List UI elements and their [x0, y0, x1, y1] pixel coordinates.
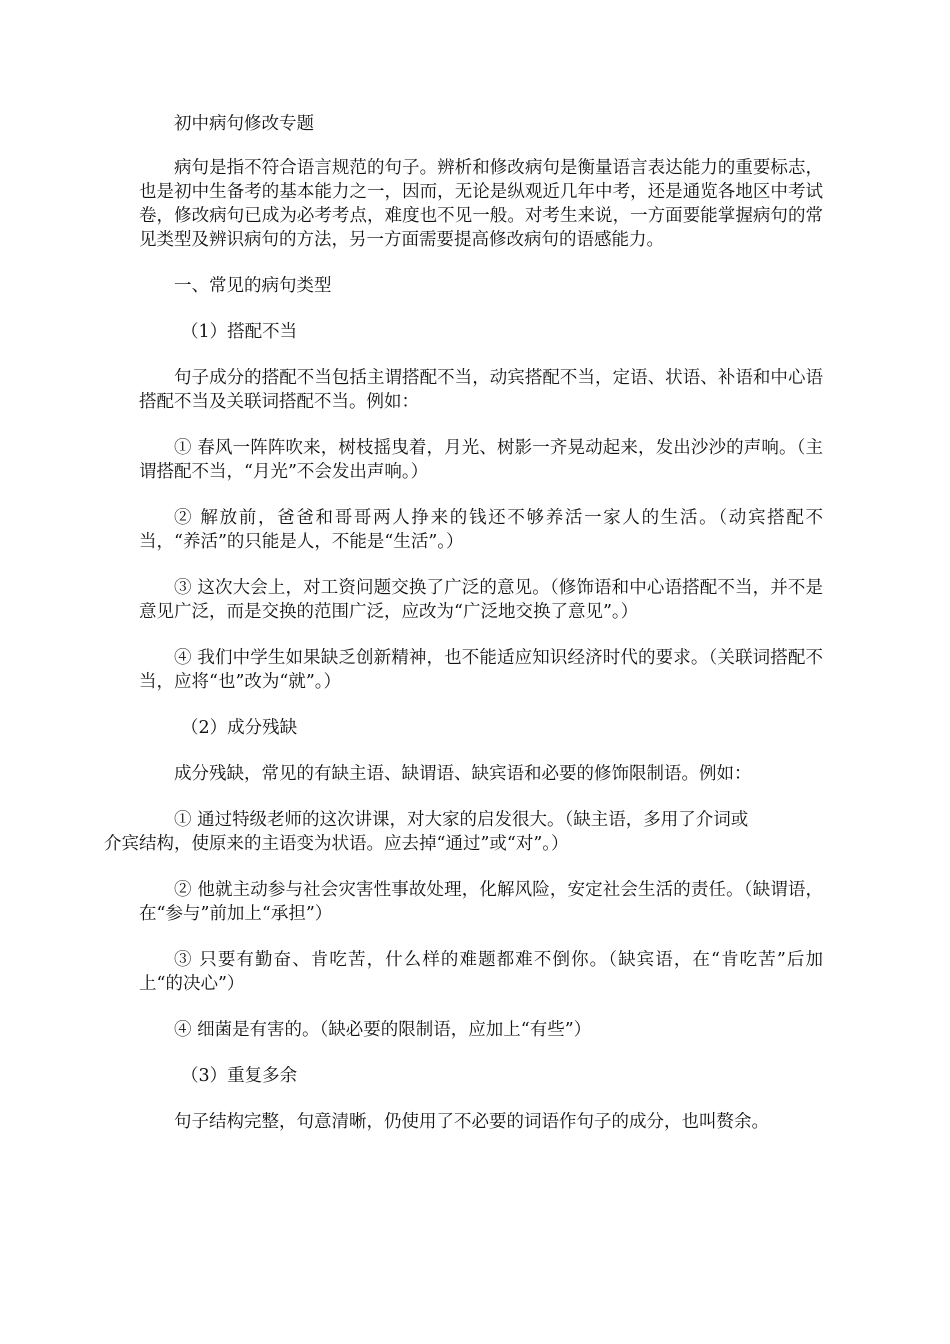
- subsection-1-description: 句子成分的搭配不当包括主谓搭配不当，动宾搭配不当，定语、状语、补语和中心语搭配不当及关联词搭配不当。例如：: [139, 368, 823, 412]
- example-2-1-line-2: 介宾结构，使原来的主语变为状语。应去掉“通过”或“对”。）: [104, 834, 569, 854]
- example-2-4: ④ 细菌是有害的。（缺必要的限制语，应加上“有些”）: [174, 1020, 592, 1040]
- example-2-3: ③ 只要有勤奋、肯吃苦，什么样的难题都难不倒你。（缺宾语，在“肯吃苦”后加上“的决心”）: [139, 950, 823, 994]
- example-1-4: ④ 我们中学生如果缺乏创新精神，也不能适应知识经济时代的要求。（关联词搭配不当，应将“也”改为“就”。）: [139, 648, 823, 692]
- subsection-heading-3: （3）重复多余: [181, 1066, 298, 1086]
- example-1-3: ③ 这次大会上，对工资问题交换了广泛的意见。（修饰语和中心语搭配不当，并不是意见广泛，而是交换的范围广泛，应改为“广泛地交换了意见”。）: [139, 578, 823, 622]
- example-1-2: ② 解放前，爸爸和哥哥两人挣来的钱还不够养活一家人的生活。（动宾搭配不当，“养活”的只能是人，不能是“生活”。）: [139, 508, 823, 552]
- example-1-1: ① 春风一阵阵吹来，树枝摇曳着，月光、树影一齐晃动起来，发出沙沙的声响。（主谓搭配不当，“月光”不会发出声响。）: [139, 438, 823, 482]
- subsection-3-description: 句子结构完整，句意清晰，仍使用了不必要的词语作句子的成分，也叫赘余。: [174, 1112, 769, 1132]
- example-2-2: ② 他就主动参与社会灾害性事故处理，化解风险，安定社会生活的责任。（缺谓语，在“参与”前加上“承担”）: [139, 880, 823, 924]
- document-title: 初中病句修改专题: [174, 114, 314, 134]
- section-heading: 一、常见的病句类型: [174, 276, 332, 296]
- subsection-2-description: 成分残缺，常见的有缺主语、缺谓语、缺宾语和必要的修饰限制语。例如：: [174, 764, 752, 784]
- subsection-heading-2: （2）成分残缺: [181, 718, 298, 738]
- subsection-heading-1: （1）搭配不当: [181, 322, 298, 342]
- intro-paragraph: 病句是指不符合语言规范的句子。辨析和修改病句是衡量语言表达能力的重要标志，也是初中生备考的基本能力之一，因而，无论是纵观近几年中考，还是通览各地区中考试卷，修改病句已成为必考考点，难度也不见一般。对考生来说，一方面要能掌握病句的常见类型及辨识病句的方法，另一方面需要提高修改病句的语感能力。: [139, 158, 823, 250]
- document-page: [104, 112, 823, 1134]
- example-2-1: [104, 808, 823, 856]
- example-2-1-line-1: ① 通过特级老师的这次讲课，对大家的启发很大。（缺主语，多用了介词或: [174, 810, 749, 830]
